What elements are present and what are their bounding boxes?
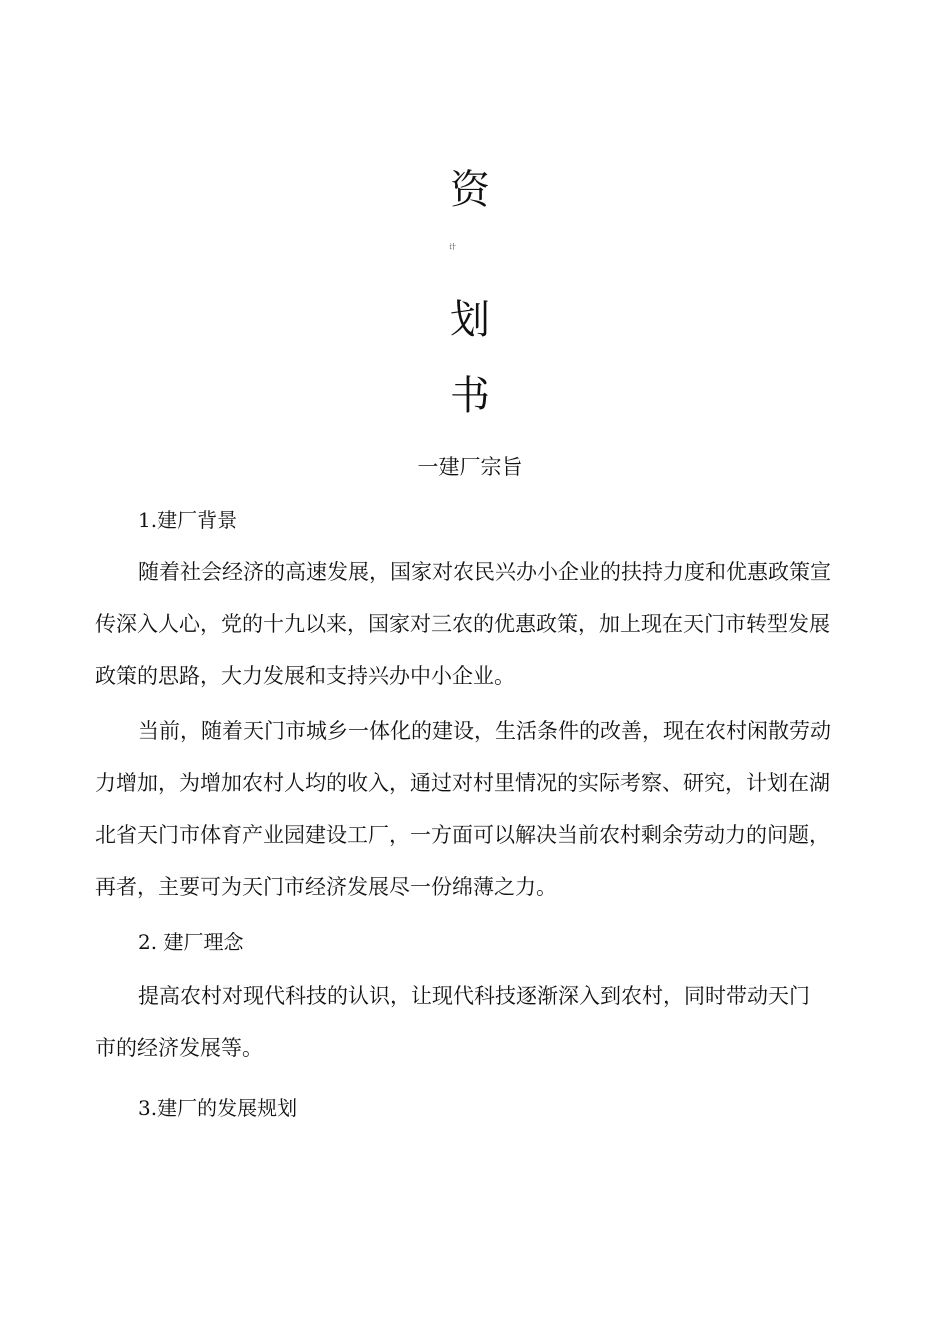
background-para2-line-4: 再者，主要可为天门市经济发展尽一份绵薄之力。: [95, 875, 557, 899]
background-para1-line-3: 政策的思路，大力发展和支持兴办中小企业。: [95, 664, 515, 688]
title-char-3: 书: [450, 373, 490, 419]
small-mark: 计: [449, 243, 456, 251]
concept-para-line-2: 市的经济发展等。: [95, 1036, 263, 1060]
concept-heading: 2. 建厂理念: [138, 930, 244, 954]
title-char-1: 资: [450, 167, 490, 213]
background-para2-line-3: 北省天门市体育产业园建设工厂，一方面可以解决当前农村剩余劳动力的问题，: [95, 823, 830, 847]
background-heading: 1.建厂背景: [138, 508, 238, 532]
background-para1-line-2: 传深入人心，党的十九以来，国家对三农的优惠政策，加上现在天门市转型发展: [95, 612, 830, 636]
background-para2-line-1: 当前，随着天门市城乡一体化的建设，生活条件的改善，现在农村闲散劳动: [138, 719, 831, 743]
background-para2-line-2: 力增加，为增加农村人均的收入，通过对村里情况的实际考察、研究，计划在湖: [95, 771, 830, 795]
background-para1-line-1: 随着社会经济的高速发展，国家对农民兴办小企业的扶持力度和优惠政策宣: [138, 560, 831, 584]
concept-para-line-1: 提高农村对现代科技的认识，让现代科技逐渐深入到农村，同时带动天门: [138, 984, 810, 1008]
planning-heading: 3.建厂的发展规划: [138, 1096, 298, 1120]
title-char-2: 划: [450, 297, 490, 343]
section-heading: 一建厂宗旨: [417, 455, 523, 479]
